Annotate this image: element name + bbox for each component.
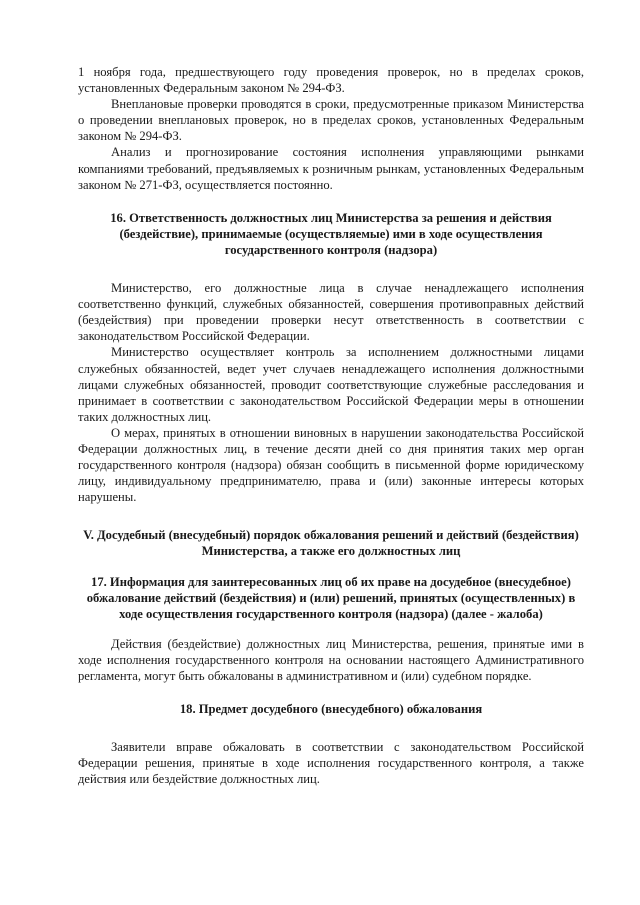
section-17-paragraph-1: Действия (бездействие) должностных лиц Министерства, решения, принятые ими в ходе исполнения государственного контроля на основании настоящего Административного регламента, могут быть обжалованы в административном и (или) судебном порядке. (78, 636, 584, 683)
document-page (78, 64, 584, 787)
section-18-heading: 18. Предмет досудебного (внесудебного) обжалования (179, 702, 483, 717)
paragraph-top-2: Внеплановые проверки проводятся в сроки, предусмотренные приказом Министерства о проведении внеплановых проверок, но в пределах сроков, установленных Федеральным законом № 294-ФЗ. (78, 97, 584, 144)
section-18-paragraph-1: Заявители вправе обжаловать в соответствии с законодательством Российской Федерации решения, принятые в ходе исполнения государственного контроля, а также действия или бездействие должностных лиц. (78, 740, 584, 787)
chapter-5-heading: V. Досудебный (внесудебный) порядок обжалования решений и действий (бездействия) Министерства, а также его должностных лиц (83, 528, 579, 559)
section-16-paragraph-3: О мерах, принятых в отношении виновных в нарушении законодательства Российской Федерации должностных лиц, в течение десяти дней со дня принятия таких мер орган государственного контроля (надзора) обязан сообщить в письменной форме юридическому лицу, индивидуальному предпринимателю, права и (или) законные интересы которых нарушены. (78, 425, 584, 505)
section-16-paragraph-2: Министерство осуществляет контроль за исполнением должностными лицами служебных обязанностей, ведет учет случаев ненадлежащего исполнения должностными лицами служебных обязанностей, проводит соответствующие служебные расследования и принимает в соответствии с законодательством Российской Федерации меры в отношении таких должностных лиц. (78, 345, 584, 424)
section-16-paragraph-1: Министерство, его должностные лица в случае ненадлежащего исполнения соответственно функций, служебных обязанностей, совершения противоправных действий (бездействия) при проведении проверки несут ответственность в соответствии с законодательством Российской Федерации. (78, 281, 584, 344)
paragraph-top-3: Анализ и прогнозирование состояния исполнения управляющими рынками компаниями требований, предъявляемых к розничным рынкам, установленных Федеральным законом № 271-ФЗ, осуществляется постоянно. (78, 145, 584, 192)
section-16-heading: 16. Ответственность должностных лиц Министерства за решения и действия (бездействие), принимаемые (осуществляемые) ими в ходе осуществления государственного контроля (надзора) (110, 210, 552, 257)
paragraph-top-1: 1 ноября года, предшествующего году проведения проверок, но в пределах сроков, установленных Федеральным законом № 294-ФЗ. (78, 65, 584, 96)
section-17-heading: 17. Информация для заинтересованных лиц об их праве на досудебное (внесудебное) обжалование действий (бездействия) и (или) решений, принятых (осуществленных) в ходе осуществления государственного контроля (надзора) (далее - жалоба) (86, 574, 576, 621)
